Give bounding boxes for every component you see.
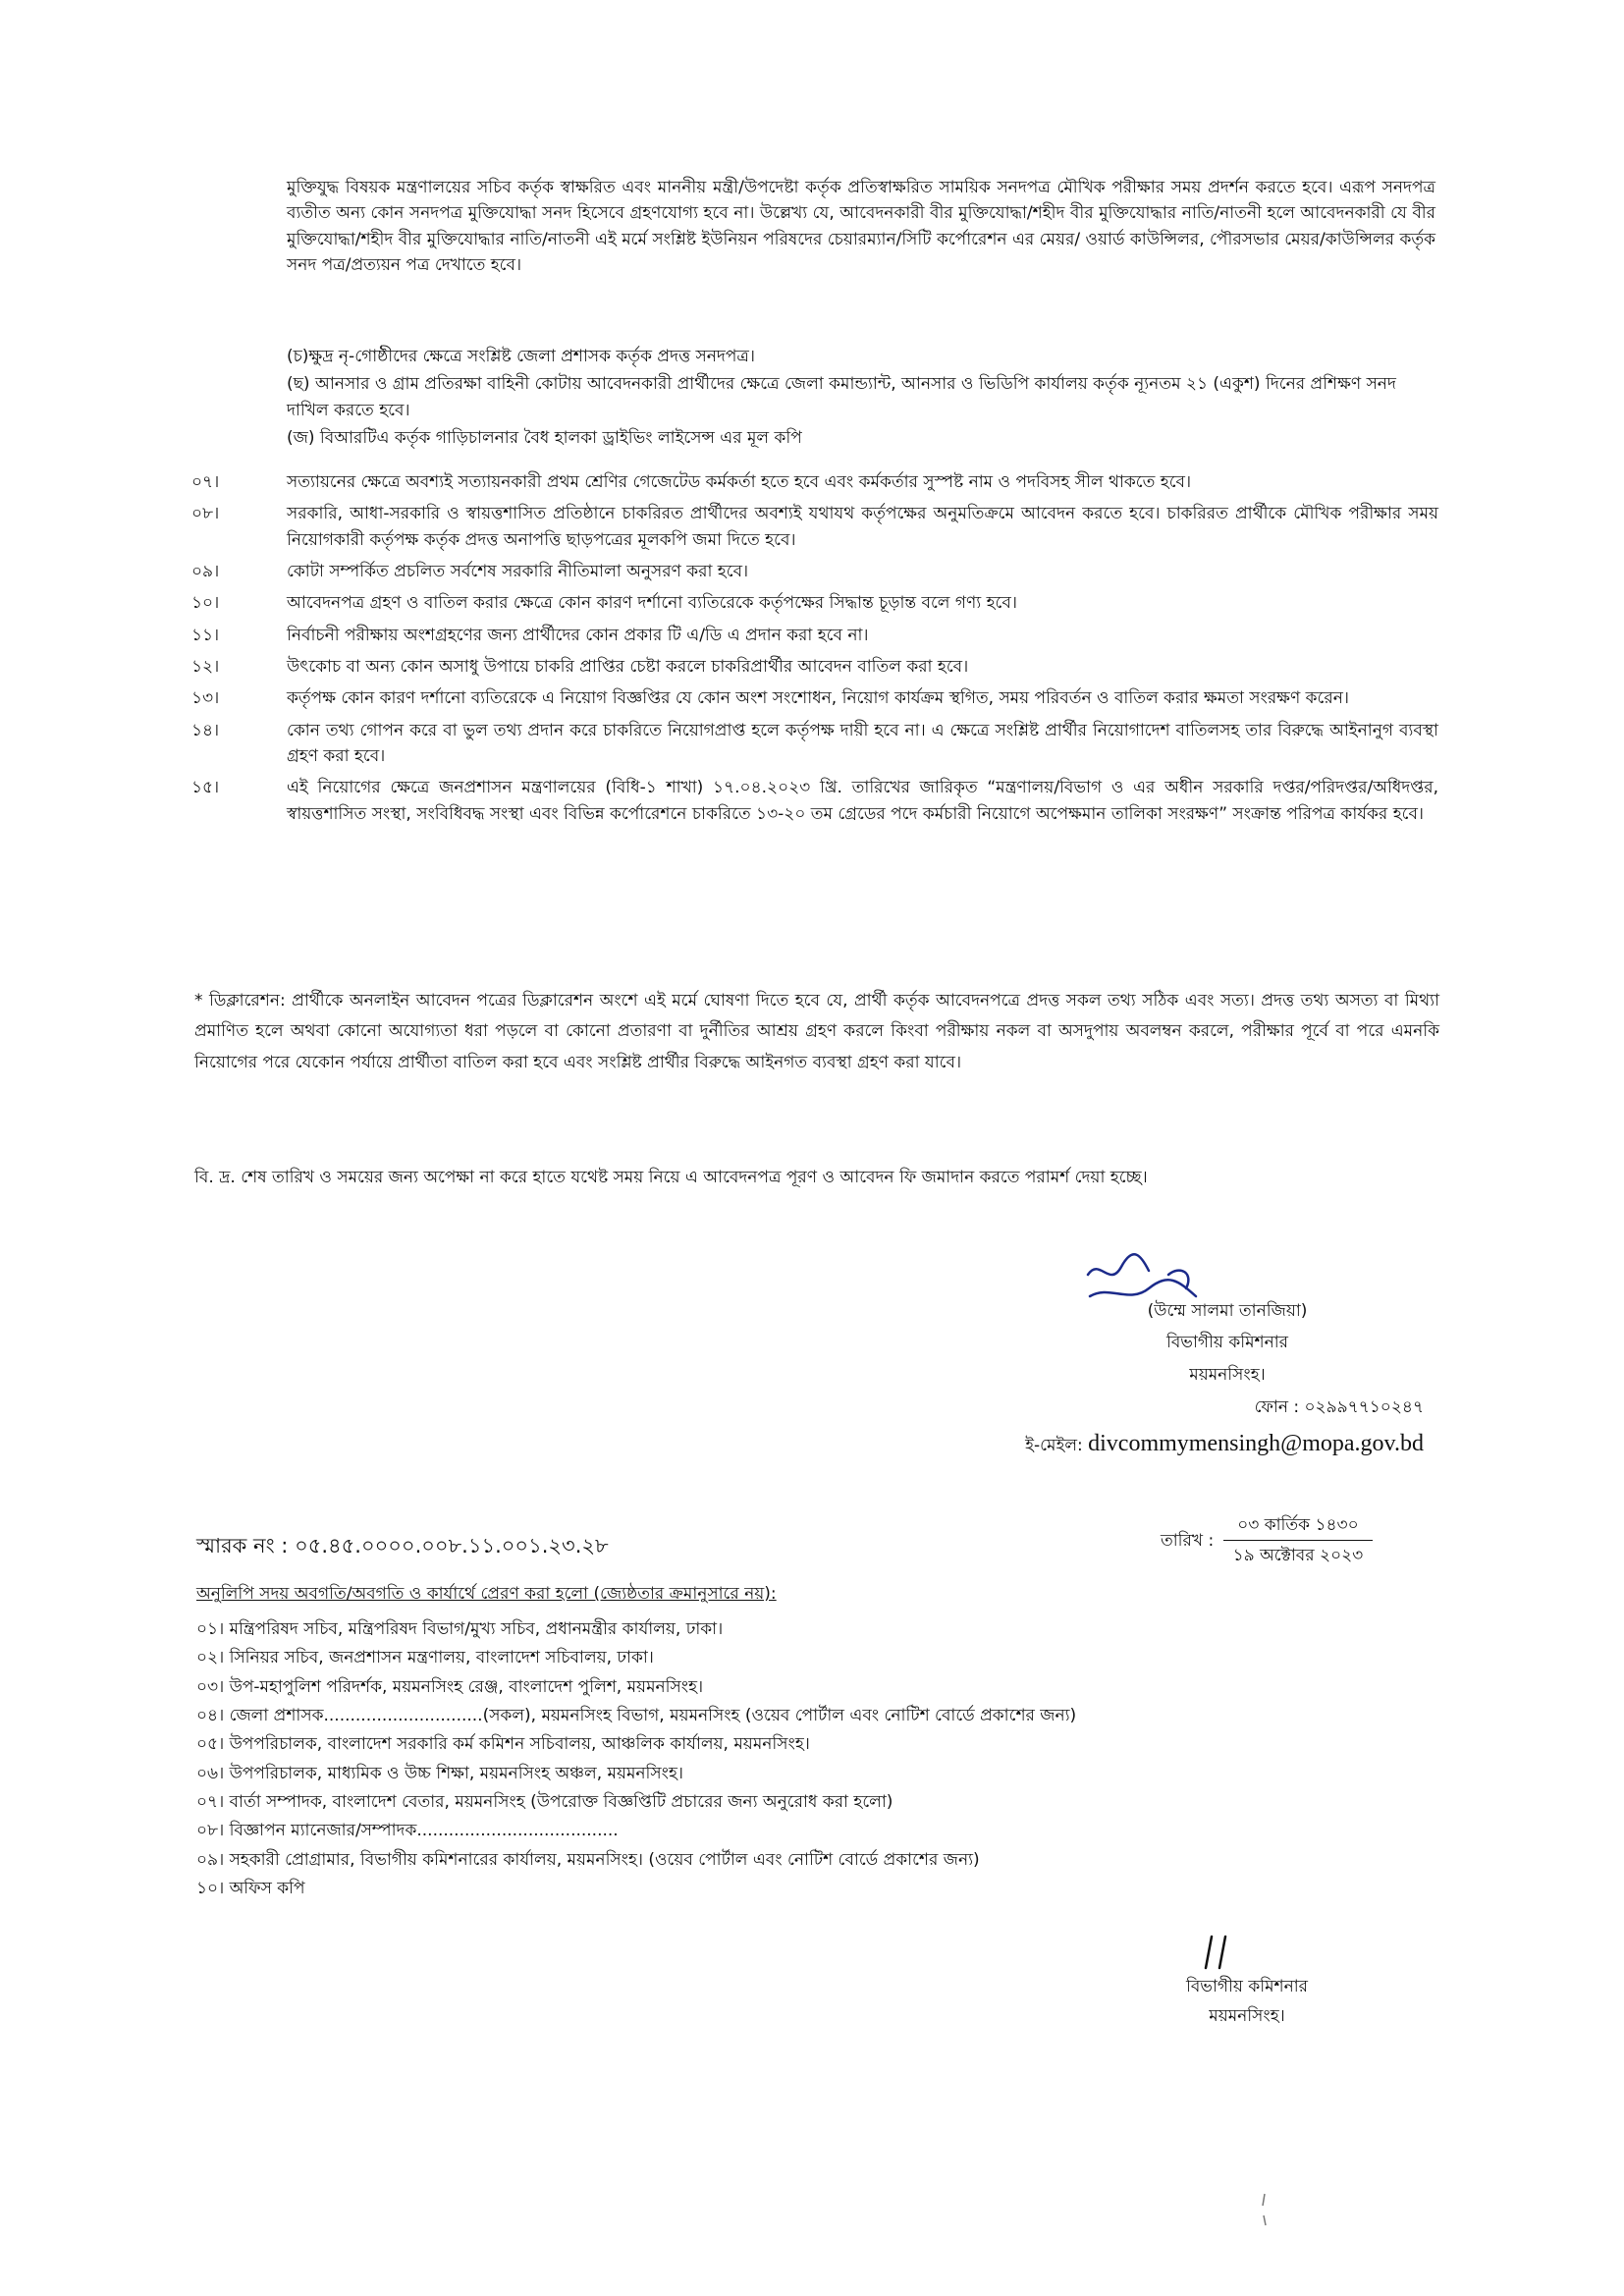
sub-item: (ছ) আনসার ও গ্রাম প্রতিরক্ষা বাহিনী কোটায় আবেদনকারী প্রার্থীদের ক্ষেত্রে জেলা কমান্ড্যান্ট, আনসার ও ভিডিপি কার্যালয় কর্তৃক ন্যূনতম ২১ (একুশ) দিনের প্রশিক্ষণ সনদ দাখিল করতে হবে।	[287, 374, 1396, 420]
intro-paragraph	[287, 175, 1435, 278]
phone-line	[1025, 1394, 1424, 1420]
clause-text: আবেদনপত্র গ্রহণ ও বাতিল করার ক্ষেত্রে কোন কারণ দর্শানো ব্যতিরেকে কর্তৃপক্ষের সিদ্ধান্ত চূড়ান্ত বলে গণ্য হবে।	[287, 593, 1017, 614]
memo-number-line	[196, 1530, 609, 1562]
list-item: ০৮। বিজ্ঞাপন ম্যানেজার/সম্পাদক......................................	[196, 1821, 619, 1841]
list-item: ০৪। জেলা প্রশাসক..............................(সকল), ময়মনসিংহ বিভাগ, ময়মনসিংহ (ওয়েব পোর্টাল এবং নোটিশ বোর্ডে প্রকাশের জন্য)	[196, 1706, 1077, 1726]
list-item: ০৫। উপপরিচালক, বাংলাদেশ সরকারি কর্ম কমিশন সচিবালয়, আঞ্চলিক কার্যালয়, ময়মনসিংহ।	[196, 1734, 810, 1755]
signatory-block	[1041, 1298, 1414, 1394]
clause-item	[191, 685, 1438, 711]
date-stack	[1223, 1512, 1372, 1569]
clause-number: ১৪।	[191, 720, 220, 740]
email-value[interactable]: divcommymensingh@mopa.gov.bd	[1088, 1431, 1424, 1457]
clause-text: এই নিয়োগের ক্ষেত্রে জনপ্রশাসন মন্ত্রণালয়ের (বিধি-১ শাখা) ১৭.০৪.২০২৩ খ্রি. তারিখের জারিকৃত “মন্ত্রণালয়/বিভাগ ও এর অধীন সরকারি দপ্তর/পরিদপ্তর/অধিদপ্তর, স্বায়ত্তশাসিত সংস্থা, সংবিধিবদ্ধ সংস্থা এবং বিভিন্ন কর্পোরেশনে চাকরিতে ১৩-২০ তম গ্রেডের পদে কর্মচারী নিয়োগে অপেক্ষমান তালিকা সংরক্ষণ” সংক্রান্ত পরিপত্র কার্যকর হবে।	[287, 778, 1438, 824]
clause-number: ১৩।	[191, 688, 220, 709]
clauses-list	[191, 469, 1438, 833]
clause-item	[191, 718, 1438, 770]
clause-number: ১২।	[191, 657, 220, 678]
list-item: ০১। মন্ত্রিপরিষদ সচিব, মন্ত্রিপরিষদ বিভাগ/মুখ্য সচিব, প্রধানমন্ত্রীর কার্যালয়, ঢাকা।	[196, 1619, 724, 1639]
sub-items-list	[287, 344, 1435, 453]
copy-heading: অনুলিপি সদয় অবগতি/অবগতি ও কার্যার্থে প্রেরণ করা হলো (জ্যেষ্ঠতার ক্রমানুসারে নয়):	[196, 1584, 777, 1604]
signatory-title: বিভাগীয় কমিশনার	[1165, 1333, 1289, 1353]
date-english: ১৯ অক্টোবর ২০২৩	[1232, 1546, 1364, 1566]
email-line	[1025, 1426, 1424, 1462]
clause-text: উৎকোচ বা অন্য কোন অসাধু উপায়ে চাকরি প্রাপ্তির চেষ্টা করলে চাকরিপ্রার্থীর আবেদন বাতিল করা হবে।	[287, 657, 969, 678]
email-label: ই-মেইল:	[1025, 1436, 1083, 1456]
sub-item: (চ)ক্ষুদ্র নৃ-গোষ্ঠীদের ক্ষেত্রে সংশ্লিষ্ট জেলা প্রশাসক কর্তৃক প্রদত্ত সনদপত্র।	[287, 347, 755, 366]
clause-number: ১১।	[191, 625, 220, 645]
list-item: ০২। সিনিয়র সচিব, জনপ্রশাসন মন্ত্রণালয়, বাংলাদেশ সচিবালয়, ঢাকা।	[196, 1648, 654, 1668]
declaration-paragraph: * ডিক্লারেশন: প্রার্থীকে অনলাইন আবেদন পত্রের ডিক্লারেশন অংশে এই মর্মে ঘোষণা দিতে হবে যে, প্রার্থী কর্তৃক আবেদনপত্রে প্রদত্ত সকল তথ্য সঠিক এবং সত্য। প্রদত্ত তথ্য অসত্য বা মিথ্যা প্রমাণিত হলে অথবা কোনো অযোগ্যতা ধরা পড়লে বা কোনো প্রতারণা বা দুর্নীতির আশ্রয় গ্রহণ করলে কিংবা পরীক্ষায় নকল বা অসদুপায় অবলম্বন করলে, পরীক্ষার পূর্বে বা পরে এমনকি নিয়োগের পরে যেকোন পর্যায়ে প্রার্থীতা বাতিল করা হবে এবং সংশ্লিষ্ট প্রার্থীর বিরুদ্ধে আইনগত ব্যবস্থা গ্রহণ করা যাবে।	[194, 991, 1439, 1072]
clause-item	[191, 775, 1438, 827]
clause-item	[191, 469, 1438, 495]
clause-item	[191, 654, 1438, 680]
initial-mark-icon	[1198, 1933, 1237, 1972]
clause-number: ০৭।	[191, 472, 220, 492]
scan-mark-icon	[1257, 2192, 1272, 2231]
signatory-location: ময়মনসিংহ।	[1189, 1364, 1266, 1385]
date-block	[1161, 1512, 1373, 1569]
clause-number: ১০।	[191, 593, 220, 614]
clause-text: সরকারি, আধা-সরকারি ও স্বায়ত্তশাসিত প্রতিষ্ঠানে চাকরিরত প্রার্থীদের অবশ্যই যথাযথ কর্তৃপক্ষের অনুমতিক্রমে আবেদন করতে হবে। চাকরিরত প্রার্থীকে মৌখিক পরীক্ষার সময় নিয়োগকারী কর্তৃপক্ষ কর্তৃক প্রদত্ত অনাপত্তি ছাড়পত্রের মূলকপি জমা দিতে হবে।	[287, 504, 1438, 550]
clause-text: কর্তৃপক্ষ কোন কারণ দর্শানো ব্যতিরেকে এ নিয়োগ বিজ্ঞপ্তির যে কোন অংশ সংশোধন, নিয়োগ কার্যক্রম স্থগিত, সময় পরিবর্তন ও বাতিল করার ক্ষমতা সংরক্ষণ করেন।	[287, 688, 1349, 709]
clause-text: সত্যায়নের ক্ষেত্রে অবশ্যই সত্যায়নকারী প্রথম শ্রেণির গেজেটেড কর্মকর্তা হতে হবে এবং কর্মকর্তার সুস্পষ্ট নাম ও পদবিসহ সীল থাকতে হবে।	[287, 472, 1192, 492]
clause-number: ১৫।	[191, 778, 220, 798]
memo-label: স্মারক নং :	[196, 1534, 289, 1558]
nota-bene: বি. দ্র. শেষ তারিখ ও সময়ের জন্য অপেক্ষা না করে হাতে যথেষ্ট সময় নিয়ে এ আবেদনপত্র পূরণ ও আবেদন ফি জমাদান করতে পরামর্শ দেয়া হচ্ছে।	[194, 1168, 1148, 1187]
final-signatory-location: ময়মনসিংহ।	[1209, 2006, 1285, 2027]
list-item: ০৯। সহকারী প্রোগ্রামার, বিভাগীয় কমিশনারের কার্যালয়, ময়মনসিংহ। (ওয়েব পোর্টাল এবং নোটিশ বোর্ডে প্রকাশের জন্য)	[196, 1849, 980, 1870]
clause-text: কোন তথ্য গোপন করে বা ভুল তথ্য প্রদান করে চাকরিতে নিয়োগপ্রাপ্ত হলে কর্তৃপক্ষ দায়ী হবে না। এ ক্ষেত্রে সংশ্লিষ্ট প্রার্থীর নিয়োগাদেশ বাতিলসহ তার বিরুদ্ধে আইনানুগ ব্যবস্থা গ্রহণ করা হবে।	[287, 720, 1438, 767]
list-item: ০৬। উপপরিচালক, মাধ্যমিক ও উচ্চ শিক্ষা, ময়মনসিংহ অঞ্চল, ময়মনসিংহ।	[196, 1763, 683, 1783]
list-item: ০৭। বার্তা সম্পাদক, বাংলাদেশ বেতার, ময়মনসিংহ (উপরোক্ত বিজ্ঞপ্তিটি প্রচারের জন্য অনুরোধ করা হলো)	[196, 1792, 893, 1813]
list-item: ০৩। উপ-মহাপুলিশ পরিদর্শক, ময়মনসিংহ রেঞ্জ, বাংলাদেশ পুলিশ, ময়মনসিংহ।	[196, 1676, 704, 1697]
list-item: ১০। অফিস কপি	[196, 1879, 305, 1899]
sub-item: (জ) বিআরটিএ কর্তৃক গাড়িচালনার বৈধ হালকা ড্রাইভিং লাইসেন্স এর মূল কপি	[287, 428, 802, 449]
clause-text: নির্বাচনী পরীক্ষায় অংশগ্রহণের জন্য প্রার্থীদের কোন প্রকার টি এ/ডি এ প্রদান করা হবে না।	[287, 625, 869, 645]
memo-number: ০৫.৪৫.০০০০.০০৮.১১.০০১.২৩.২৮	[295, 1534, 609, 1558]
clause-number: ০৯।	[191, 562, 220, 582]
contact-block	[1025, 1394, 1424, 1469]
clause-item	[191, 501, 1438, 553]
clause-number: ০৮।	[191, 504, 220, 524]
clause-item	[191, 590, 1438, 616]
clause-item	[191, 559, 1438, 584]
date-label: তারিখ :	[1161, 1530, 1215, 1551]
phone-value: ০২৯৯৭৭১০২৪৭	[1304, 1397, 1424, 1417]
phone-label: ফোন :	[1254, 1397, 1300, 1417]
clause-text: কোটা সম্পর্কিত প্রচলিত সর্বশেষ সরকারি নীতিমালা অনুসরণ করা হবে।	[287, 562, 749, 582]
intro-text: মুক্তিযুদ্ধ বিষয়ক মন্ত্রণালয়ের সচিব কর্তৃক স্বাক্ষরিত এবং মাননীয় মন্ত্রী/উপদেষ্টা কর্তৃক প্রতিস্বাক্ষরিত সাময়িক সনদপত্র মৌখিক পরীক্ষার সময় প্রদর্শন করতে হবে। এরূপ সনদপত্র ব্যতীত অন্য কোন সনদপত্র মুক্তিযোদ্ধা সনদ হিসেবে গ্রহণযোগ্য হবে না। উল্লেখ্য যে, আবেদনকারী বীর মুক্তিযোদ্ধা/শহীদ বীর মুক্তিযোদ্ধার নাতি/নাতনী হলে আবেদনকারী যে বীর মুক্তিযোদ্ধা/শহীদ বীর মুক্তিযোদ্ধার নাতি/নাতনী এই মর্মে সংশ্লিষ্ট ইউনিয়ন পরিষদের চেয়ারম্যান/সিটি কর্পোরেশন এর মেয়র/ ওয়ার্ড কাউন্সিলর, পৌরসভার মেয়র/কাউন্সিলর কর্তৃক সনদ পত্র/প্রত্যয়ন পত্র দেখাতে হবে।	[287, 178, 1435, 276]
clause-item	[191, 623, 1438, 648]
copy-list	[196, 1616, 1453, 1904]
final-signatory-block	[1129, 1974, 1365, 2034]
signatory-name: (উম্মে সালমা তানজিয়া)	[1147, 1301, 1308, 1321]
date-bangla: ০৩ কার্তিক ১৪৩০	[1223, 1512, 1372, 1541]
final-signatory-title: বিভাগীয় কমিশনার	[1185, 1977, 1309, 1996]
